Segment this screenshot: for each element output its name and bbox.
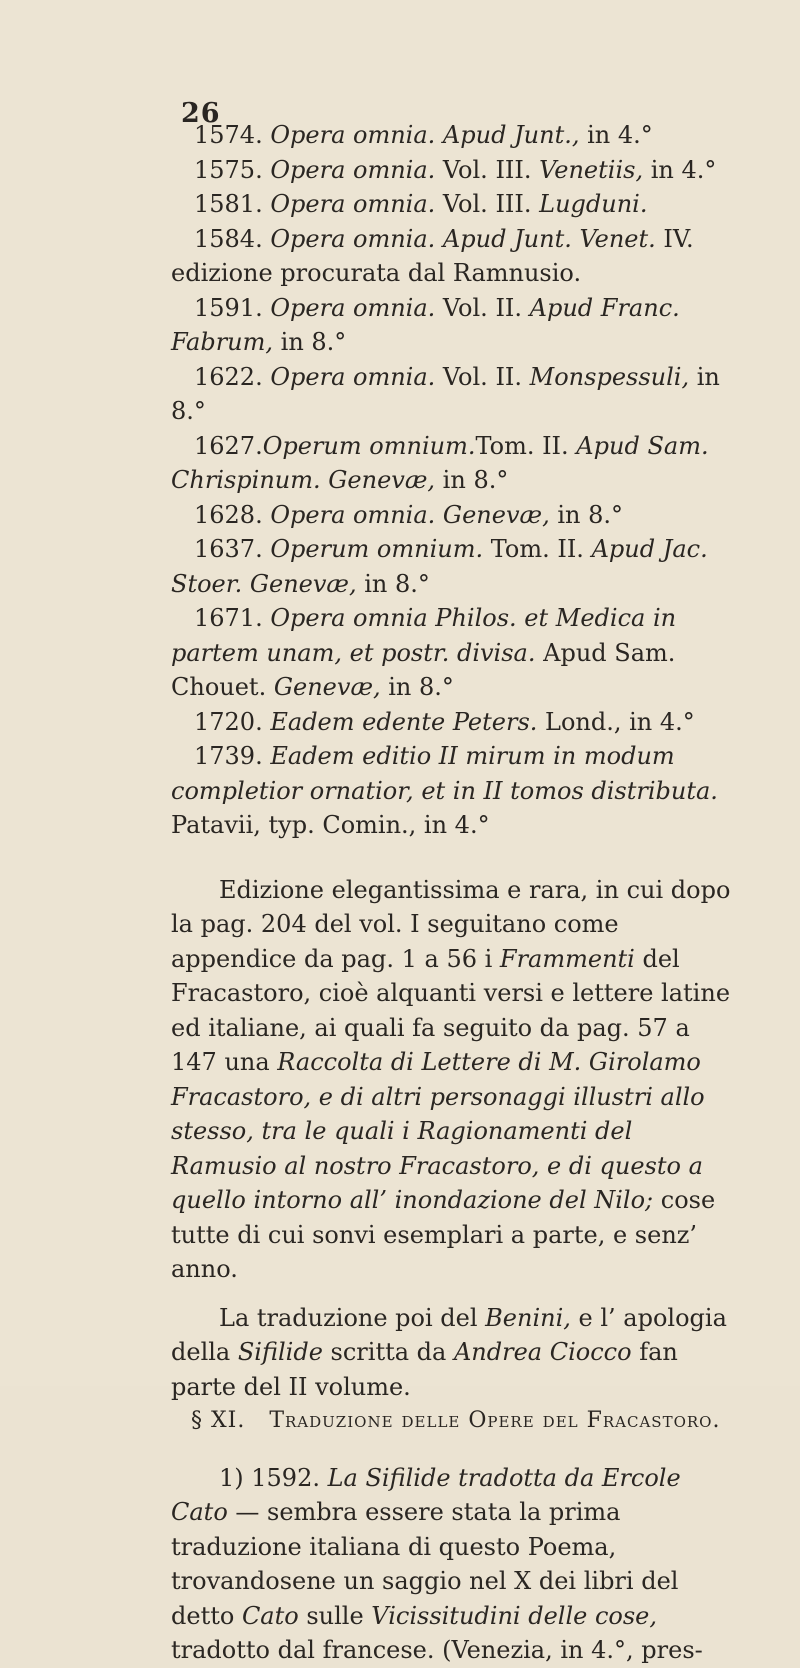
- text-run: 1) 1592.: [219, 1463, 328, 1492]
- text-run: tradotto dal francese. (Venezia, in 4.°, pres-: [171, 1636, 703, 1664]
- edition-year: 1584.: [194, 224, 263, 253]
- edition-entry: [171, 601, 741, 705]
- edition-format: in 8.°: [273, 328, 347, 356]
- text-run-italic: Raccolta di Lettere di M. Girolamo Fracastoro, e di altri personaggi illustri allo stesso, tra le quali i Ragionamenti del Ramusio al nostro Fracastoro, e di questo a quello intorno all’ inondazione del Nilo;: [171, 1048, 705, 1214]
- edition-entry: [171, 498, 741, 533]
- edition-year: 1628.: [194, 500, 263, 529]
- edition-detail: Lond., in 4.°: [537, 707, 695, 736]
- edition-year: 1739.: [194, 742, 263, 770]
- edition-detail: Vol. II.: [435, 362, 530, 391]
- edition-detail: in 4.°: [579, 121, 653, 149]
- page-number: 26: [181, 98, 221, 129]
- edition-entry: [171, 222, 741, 291]
- edition-entry: [171, 118, 741, 153]
- edition-entry: [171, 532, 741, 601]
- text-run: Edizione elegantissima e rara, in cui dopo la pag. 204 del vol. I seguitano come appendice da pag. 1 a 56 i: [171, 875, 731, 973]
- text-run: scritta da: [322, 1338, 454, 1366]
- edition-detail: Tom. II.: [475, 431, 577, 460]
- edition-place: Genevæ,: [273, 673, 381, 701]
- text-run: e l’ apologia della: [171, 1303, 727, 1366]
- edition-place: Lugduni.: [539, 190, 648, 218]
- edition-detail: Patavii, typ. Comin., in 4.°: [171, 811, 490, 839]
- section-heading: [171, 1404, 741, 1439]
- paragraph-edition-description: [171, 873, 741, 1287]
- text-run-italic: Benini,: [485, 1303, 571, 1332]
- edition-year: 1581.: [194, 190, 263, 218]
- edition-place: Monspessuli,: [529, 362, 690, 391]
- text-run-italic: La Sifilide tradotta da Ercole Cato: [171, 1463, 681, 1526]
- edition-title: Opera omnia Philos. et Medica in partem unam, et postr. divisa.: [171, 604, 677, 667]
- edition-title: Eadem editio II mirum in modum completior ornatior, et in II tomos distributa.: [171, 742, 718, 805]
- edition-title: Opera omnia. Apud Junt.,: [270, 121, 580, 149]
- edition-entry: [171, 187, 741, 222]
- text-run-italic: Frammenti: [499, 944, 635, 973]
- text-run-italic: Andrea Ciocco: [453, 1338, 632, 1366]
- edition-title: Operum omnium.: [270, 535, 484, 563]
- edition-detail: Vol. III.: [435, 155, 540, 184]
- edition-format: in 4.°: [643, 155, 717, 184]
- text-run: La traduzione poi del: [219, 1303, 486, 1332]
- edition-year: 1627.: [194, 431, 263, 460]
- edition-detail: in 8.°: [549, 500, 623, 529]
- text-run-italic: Cato: [241, 1601, 299, 1630]
- page-text: [171, 118, 741, 1668]
- edition-detail: Apud Sam. Chouet.: [171, 638, 676, 701]
- edition-title: Opera omnia.: [270, 190, 436, 218]
- text-run: — sembra essere stata la prima traduzione italiana di questo Poema, trovandosene un saggio nel X dei libri del detto: [171, 1498, 679, 1630]
- edition-title: Opera omnia. Apud Junt. Venet.: [270, 224, 656, 253]
- edition-year: 1720.: [194, 707, 263, 736]
- edition-entry: [171, 291, 741, 360]
- edition-title: Opera omnia.: [270, 155, 436, 184]
- edition-entry: [171, 739, 741, 843]
- edition-year: 1671.: [194, 604, 263, 632]
- edition-detail: IV. edizione procurata dal Ramnusio.: [171, 224, 694, 287]
- edition-entry: [171, 360, 741, 429]
- edition-detail: Tom. II.: [483, 535, 592, 563]
- paragraph-second-volume: [171, 1301, 741, 1405]
- edition-title: Opera omnia. Genevæ,: [270, 500, 550, 529]
- edition-entry: [171, 153, 741, 188]
- edition-title: Eadem edente Peters.: [270, 707, 538, 736]
- text-run-italic: Sifilide: [237, 1338, 323, 1366]
- text-run: fan parte del II volume.: [171, 1338, 678, 1401]
- edition-detail: Vol. III.: [435, 190, 540, 218]
- edition-format: in 8.°: [435, 466, 509, 494]
- text-run: cose tutte di cui sonvi esemplari a parte, e senz’ anno.: [171, 1186, 716, 1283]
- edition-place: Apud Franc. Fabrum,: [171, 293, 680, 356]
- edition-title: Opera omnia.: [270, 362, 436, 391]
- edition-title: Operum omnium.: [262, 431, 476, 460]
- edition-place: Apud Sam. Chrispinum. Genevæ,: [171, 431, 709, 494]
- text-run: del Fracastoro, cioè alquanti versi e lettere latine ed italiane, ai quali fa seguito da pag. 57 a 147 una: [171, 944, 731, 1076]
- edition-detail: Vol. II.: [435, 293, 530, 322]
- edition-year: 1622.: [194, 362, 263, 391]
- edition-year: 1637.: [194, 535, 263, 563]
- edition-year: 1574.: [194, 121, 263, 149]
- edition-title: Opera omnia.: [270, 293, 436, 322]
- section-title: Traduzione delle Opere del Fracastoro.: [269, 1408, 721, 1433]
- edition-format: in 8.°: [380, 673, 454, 701]
- edition-list: [171, 118, 741, 843]
- edition-year: 1591.: [194, 293, 263, 322]
- edition-place: Apud Jac. Stoer. Genevæ,: [171, 535, 708, 598]
- edition-format: in 8.°: [356, 569, 430, 598]
- edition-year: 1575.: [194, 155, 263, 184]
- text-run: sulle: [298, 1601, 372, 1630]
- paragraph-translation: [171, 1461, 741, 1668]
- edition-entry: [171, 705, 741, 740]
- edition-place: Venetiis,: [539, 155, 644, 184]
- section-number: § XI.: [191, 1408, 246, 1433]
- edition-format: in 8.°: [171, 362, 720, 425]
- edition-entry: [171, 429, 741, 498]
- text-run-italic: Vicissitudini delle cose,: [371, 1601, 657, 1630]
